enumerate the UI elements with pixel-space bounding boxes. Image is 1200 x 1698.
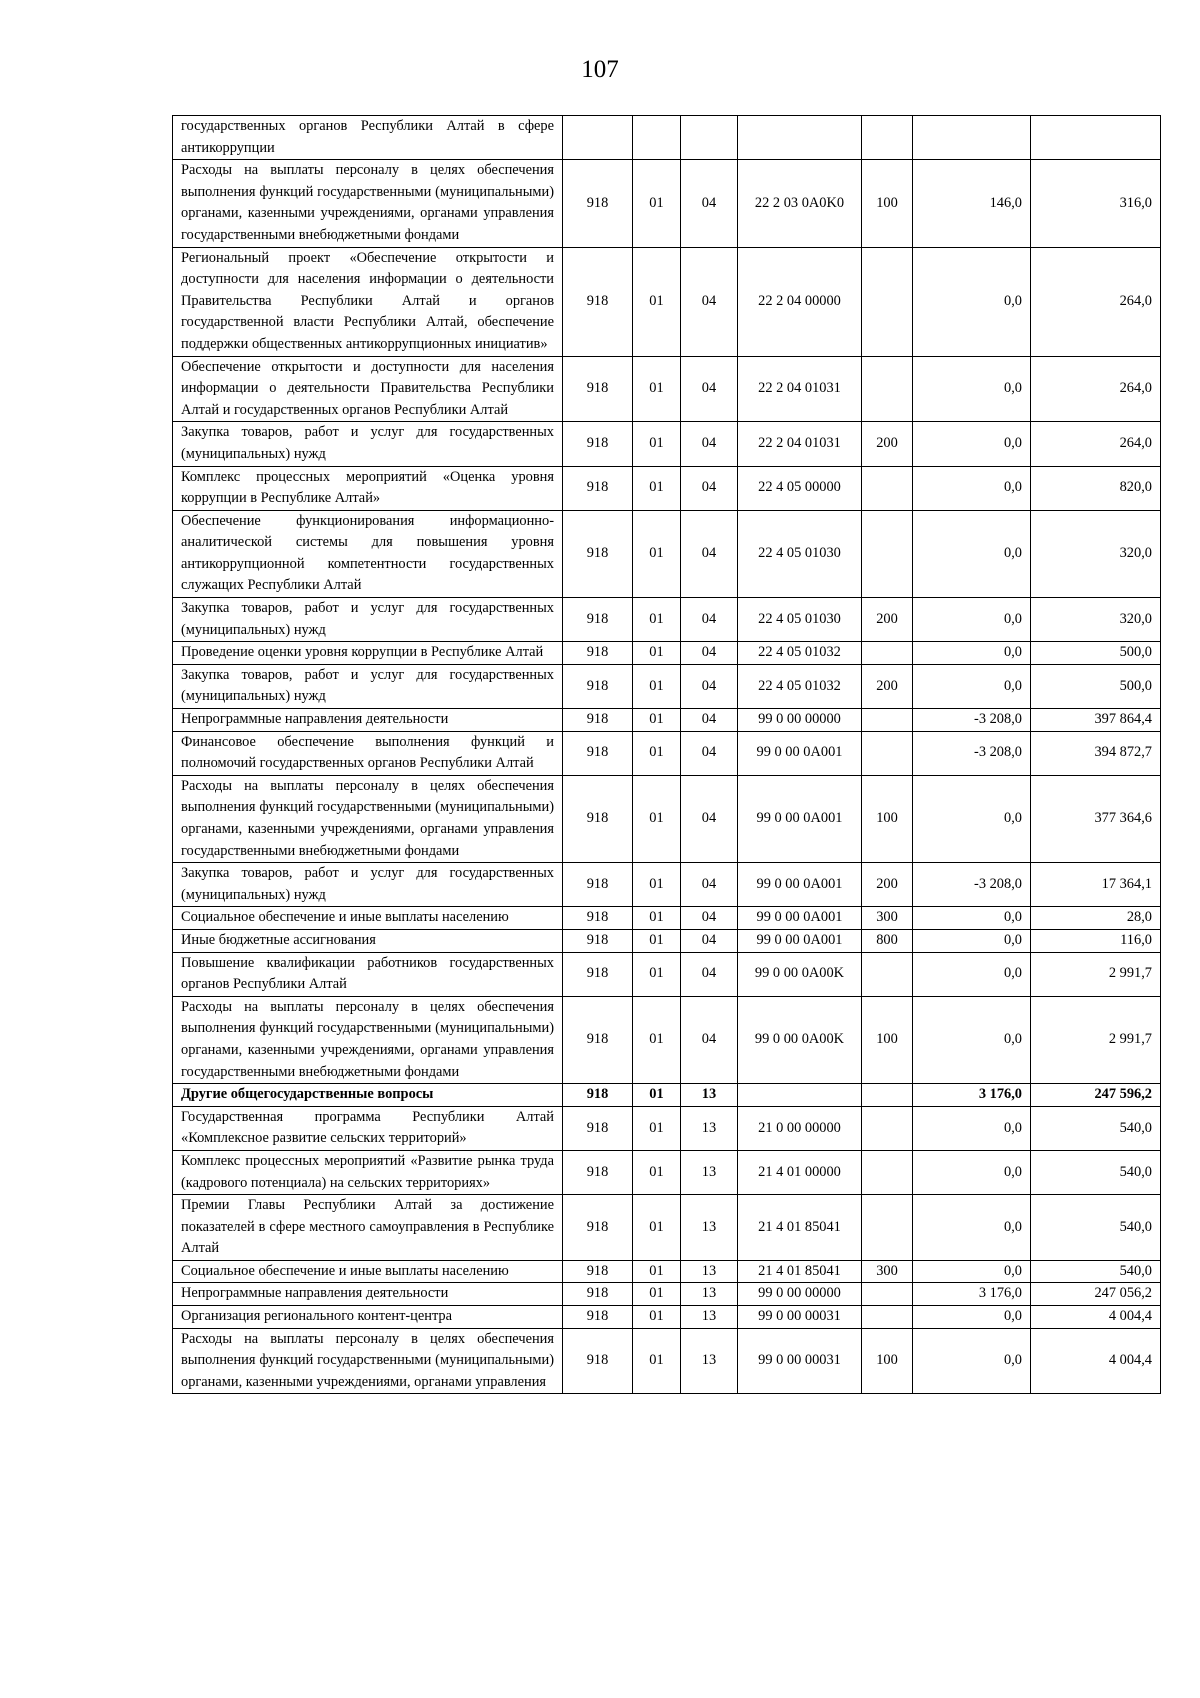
row-amount-change-cell: 0,0 (913, 466, 1031, 510)
row-name-cell: Государственная программа Республики Алтай «Комплексное развитие сельских территорий» (173, 1106, 563, 1150)
row-ministry-code-cell: 918 (563, 422, 633, 466)
row-target-article-cell (738, 1084, 862, 1107)
row-section-code-cell: 01 (633, 709, 681, 732)
row-expense-type-cell (862, 731, 913, 775)
row-name-cell: Непрограммные направления деятельности (173, 1283, 563, 1306)
row-target-article-cell: 22 2 04 01031 (738, 422, 862, 466)
row-subsection-code-cell: 04 (681, 907, 738, 930)
table-row (173, 709, 1161, 732)
row-section-code-cell: 01 (633, 1260, 681, 1283)
row-amount-total-cell: 397 864,4 (1031, 709, 1161, 732)
row-name-cell: Расходы на выплаты персоналу в целях обеспечения выполнения функций государственными (муниципальными) органами, казенными учреждениями, органами управления государственными внебюджетными фондами (173, 775, 563, 862)
row-amount-change-cell: 0,0 (913, 247, 1031, 356)
row-section-code-cell: 01 (633, 642, 681, 665)
row-expense-type-cell (862, 1306, 913, 1329)
row-ministry-code-cell: 918 (563, 929, 633, 952)
row-amount-total-cell: 540,0 (1031, 1195, 1161, 1261)
row-ministry-code-cell: 918 (563, 664, 633, 708)
row-amount-total-cell: 17 364,1 (1031, 863, 1161, 907)
row-section-code-cell: 01 (633, 731, 681, 775)
row-subsection-code-cell: 04 (681, 510, 738, 597)
row-name-cell: Закупка товаров, работ и услуг для государственных (муниципальных) нужд (173, 863, 563, 907)
row-subsection-code-cell: 04 (681, 664, 738, 708)
table-row (173, 775, 1161, 862)
row-amount-total-cell: 540,0 (1031, 1150, 1161, 1194)
row-target-article-cell: 99 0 00 00031 (738, 1328, 862, 1394)
row-amount-change-cell: 0,0 (913, 1150, 1031, 1194)
table-row (173, 510, 1161, 597)
row-expense-type-cell (862, 709, 913, 732)
table-row (173, 1106, 1161, 1150)
row-target-article-cell: 22 4 05 01032 (738, 642, 862, 665)
row-ministry-code-cell: 918 (563, 863, 633, 907)
row-subsection-code-cell: 13 (681, 1306, 738, 1329)
row-subsection-code-cell: 13 (681, 1106, 738, 1150)
row-amount-total-cell: 4 004,4 (1031, 1328, 1161, 1394)
row-target-article-cell: 21 4 01 85041 (738, 1195, 862, 1261)
row-expense-type-cell: 100 (862, 1328, 913, 1394)
row-target-article-cell: 21 4 01 85041 (738, 1260, 862, 1283)
row-amount-change-cell: 0,0 (913, 775, 1031, 862)
row-amount-total-cell: 264,0 (1031, 247, 1161, 356)
row-name-cell: Социальное обеспечение и иные выплаты населению (173, 907, 563, 930)
row-name-cell: Организация регионального контент-центра (173, 1306, 563, 1329)
row-ministry-code-cell: 918 (563, 1106, 633, 1150)
row-amount-total-cell: 264,0 (1031, 356, 1161, 422)
row-subsection-code-cell: 04 (681, 160, 738, 247)
row-section-code-cell: 01 (633, 1195, 681, 1261)
row-target-article-cell: 99 0 00 0A001 (738, 929, 862, 952)
row-amount-change-cell: 0,0 (913, 907, 1031, 930)
row-target-article-cell: 99 0 00 0A001 (738, 731, 862, 775)
row-ministry-code-cell: 918 (563, 1084, 633, 1107)
table-row (173, 1306, 1161, 1329)
table-row (173, 356, 1161, 422)
row-subsection-code-cell: 04 (681, 775, 738, 862)
row-expense-type-cell: 200 (862, 863, 913, 907)
row-target-article-cell: 21 4 01 00000 (738, 1150, 862, 1194)
row-target-article-cell: 22 2 04 01031 (738, 356, 862, 422)
row-amount-change-cell: 0,0 (913, 642, 1031, 665)
row-amount-total-cell: 4 004,4 (1031, 1306, 1161, 1329)
row-section-code-cell: 01 (633, 422, 681, 466)
row-section-code-cell (633, 116, 681, 160)
row-ministry-code-cell: 918 (563, 775, 633, 862)
table-row (173, 1195, 1161, 1261)
row-target-article-cell: 22 2 03 0A0K0 (738, 160, 862, 247)
row-amount-total-cell: 2 991,7 (1031, 996, 1161, 1083)
row-amount-change-cell: 0,0 (913, 1328, 1031, 1394)
table-row (173, 1084, 1161, 1107)
row-section-code-cell: 01 (633, 466, 681, 510)
table-row (173, 422, 1161, 466)
row-subsection-code-cell: 04 (681, 598, 738, 642)
row-amount-total-cell (1031, 116, 1161, 160)
row-section-code-cell: 01 (633, 1328, 681, 1394)
row-amount-change-cell: 0,0 (913, 1106, 1031, 1150)
table-row (173, 996, 1161, 1083)
row-subsection-code-cell: 04 (681, 642, 738, 665)
row-target-article-cell: 99 0 00 0A001 (738, 907, 862, 930)
row-expense-type-cell: 800 (862, 929, 913, 952)
row-amount-total-cell: 2 991,7 (1031, 952, 1161, 996)
row-amount-total-cell: 820,0 (1031, 466, 1161, 510)
table-row (173, 907, 1161, 930)
row-name-cell: Проведение оценки уровня коррупции в Республике Алтай (173, 642, 563, 665)
row-section-code-cell: 01 (633, 598, 681, 642)
row-target-article-cell: 22 4 05 01032 (738, 664, 862, 708)
row-ministry-code-cell: 918 (563, 1150, 633, 1194)
row-ministry-code-cell: 918 (563, 1260, 633, 1283)
page-number: 107 (581, 56, 619, 83)
row-subsection-code-cell: 13 (681, 1084, 738, 1107)
row-amount-change-cell: -3 208,0 (913, 709, 1031, 732)
row-target-article-cell: 22 2 04 00000 (738, 247, 862, 356)
row-name-cell: Региональный проект «Обеспечение открытости и доступности для населения информации о деятельности Правительства Республики Алтай и органов государственной власти Республики Алтай, обеспечение поддержки общественных антикоррупционных инициатив» (173, 247, 563, 356)
row-ministry-code-cell (563, 116, 633, 160)
row-ministry-code-cell: 918 (563, 466, 633, 510)
row-target-article-cell: 99 0 00 00000 (738, 709, 862, 732)
row-amount-change-cell: 0,0 (913, 996, 1031, 1083)
row-ministry-code-cell: 918 (563, 247, 633, 356)
row-ministry-code-cell: 918 (563, 356, 633, 422)
row-name-cell: Комплекс процессных мероприятий «Развитие рынка труда (кадрового потенциала) на сельских территориях» (173, 1150, 563, 1194)
row-target-article-cell: 22 4 05 00000 (738, 466, 862, 510)
row-expense-type-cell (862, 1084, 913, 1107)
table-row (173, 1328, 1161, 1394)
row-name-cell: государственных органов Республики Алтай в сфере антикоррупции (173, 116, 563, 160)
row-section-code-cell: 01 (633, 775, 681, 862)
row-subsection-code-cell: 13 (681, 1195, 738, 1261)
row-subsection-code-cell (681, 116, 738, 160)
row-section-code-cell: 01 (633, 996, 681, 1083)
row-target-article-cell: 21 0 00 00000 (738, 1106, 862, 1150)
row-amount-change-cell: 0,0 (913, 664, 1031, 708)
row-ministry-code-cell: 918 (563, 510, 633, 597)
row-expense-type-cell (862, 466, 913, 510)
row-amount-total-cell: 320,0 (1031, 598, 1161, 642)
table-row (173, 731, 1161, 775)
row-name-cell: Другие общегосударственные вопросы (173, 1084, 563, 1107)
row-subsection-code-cell: 04 (681, 247, 738, 356)
row-section-code-cell: 01 (633, 1150, 681, 1194)
row-ministry-code-cell: 918 (563, 907, 633, 930)
row-ministry-code-cell: 918 (563, 731, 633, 775)
row-target-article-cell: 99 0 00 0A001 (738, 775, 862, 862)
row-section-code-cell: 01 (633, 1306, 681, 1329)
row-name-cell: Финансовое обеспечение выполнения функций и полномочий государственных органов Республики Алтай (173, 731, 563, 775)
row-expense-type-cell (862, 116, 913, 160)
row-ministry-code-cell: 918 (563, 598, 633, 642)
row-subsection-code-cell: 04 (681, 466, 738, 510)
table-row (173, 952, 1161, 996)
row-expense-type-cell: 100 (862, 160, 913, 247)
row-amount-change-cell: 146,0 (913, 160, 1031, 247)
row-subsection-code-cell: 04 (681, 422, 738, 466)
row-subsection-code-cell: 04 (681, 356, 738, 422)
row-amount-change-cell (913, 116, 1031, 160)
row-subsection-code-cell: 04 (681, 929, 738, 952)
table-body (173, 116, 1161, 1394)
row-amount-total-cell: 28,0 (1031, 907, 1161, 930)
row-expense-type-cell: 200 (862, 598, 913, 642)
row-amount-change-cell: 0,0 (913, 598, 1031, 642)
row-amount-change-cell: 0,0 (913, 1195, 1031, 1261)
row-ministry-code-cell: 918 (563, 1283, 633, 1306)
row-section-code-cell: 01 (633, 1084, 681, 1107)
row-target-article-cell: 99 0 00 00000 (738, 1283, 862, 1306)
row-name-cell: Непрограммные направления деятельности (173, 709, 563, 732)
table-row (173, 929, 1161, 952)
row-name-cell: Социальное обеспечение и иные выплаты населению (173, 1260, 563, 1283)
row-expense-type-cell (862, 1150, 913, 1194)
row-name-cell: Закупка товаров, работ и услуг для государственных (муниципальных) нужд (173, 664, 563, 708)
row-name-cell: Расходы на выплаты персоналу в целях обеспечения выполнения функций государственными (муниципальными) органами, казенными учреждениями, органами управления государственными внебюджетными фондами (173, 160, 563, 247)
row-expense-type-cell: 300 (862, 1260, 913, 1283)
row-name-cell: Закупка товаров, работ и услуг для государственных (муниципальных) нужд (173, 598, 563, 642)
row-subsection-code-cell: 13 (681, 1283, 738, 1306)
row-amount-change-cell: 0,0 (913, 510, 1031, 597)
row-name-cell: Комплекс процессных мероприятий «Оценка уровня коррупции в Республике Алтай» (173, 466, 563, 510)
row-amount-change-cell: -3 208,0 (913, 731, 1031, 775)
row-subsection-code-cell: 04 (681, 863, 738, 907)
row-expense-type-cell (862, 1195, 913, 1261)
row-amount-total-cell: 500,0 (1031, 664, 1161, 708)
row-name-cell: Повышение квалификации работников государственных органов Республики Алтай (173, 952, 563, 996)
row-section-code-cell: 01 (633, 356, 681, 422)
row-expense-type-cell (862, 247, 913, 356)
row-amount-change-cell: 3 176,0 (913, 1084, 1031, 1107)
table-row (173, 863, 1161, 907)
row-target-article-cell: 99 0 00 0A00K (738, 952, 862, 996)
row-section-code-cell: 01 (633, 510, 681, 597)
table-row (173, 247, 1161, 356)
row-amount-total-cell: 500,0 (1031, 642, 1161, 665)
row-amount-total-cell: 247 596,2 (1031, 1084, 1161, 1107)
row-section-code-cell: 01 (633, 952, 681, 996)
row-name-cell: Премии Главы Республики Алтай за достижение показателей в сфере местного самоуправления в Республике Алтай (173, 1195, 563, 1261)
row-name-cell: Расходы на выплаты персоналу в целях обеспечения выполнения функций государственными (муниципальными) органами, казенными учреждениями, органами управления (173, 1328, 563, 1394)
row-amount-change-cell: 0,0 (913, 929, 1031, 952)
row-amount-total-cell: 264,0 (1031, 422, 1161, 466)
row-section-code-cell: 01 (633, 247, 681, 356)
row-amount-change-cell: 3 176,0 (913, 1283, 1031, 1306)
row-name-cell: Закупка товаров, работ и услуг для государственных (муниципальных) нужд (173, 422, 563, 466)
row-target-article-cell: 99 0 00 0A00K (738, 996, 862, 1083)
row-expense-type-cell: 200 (862, 664, 913, 708)
row-amount-change-cell: 0,0 (913, 356, 1031, 422)
row-expense-type-cell (862, 356, 913, 422)
table-row (173, 664, 1161, 708)
row-ministry-code-cell: 918 (563, 996, 633, 1083)
row-subsection-code-cell: 13 (681, 1328, 738, 1394)
row-amount-change-cell: 0,0 (913, 1260, 1031, 1283)
row-expense-type-cell (862, 1283, 913, 1306)
row-expense-type-cell (862, 510, 913, 597)
row-name-cell: Иные бюджетные ассигнования (173, 929, 563, 952)
table-row (173, 642, 1161, 665)
row-subsection-code-cell: 13 (681, 1150, 738, 1194)
table-row (173, 160, 1161, 247)
table-row (173, 598, 1161, 642)
row-target-article-cell (738, 116, 862, 160)
row-section-code-cell: 01 (633, 1283, 681, 1306)
row-amount-change-cell: 0,0 (913, 1306, 1031, 1329)
row-section-code-cell: 01 (633, 907, 681, 930)
row-amount-change-cell: -3 208,0 (913, 863, 1031, 907)
row-section-code-cell: 01 (633, 1106, 681, 1150)
row-target-article-cell: 22 4 05 01030 (738, 598, 862, 642)
row-amount-total-cell: 377 364,6 (1031, 775, 1161, 862)
table-row (173, 116, 1161, 160)
row-target-article-cell: 99 0 00 00031 (738, 1306, 862, 1329)
budget-table (172, 115, 1161, 1394)
row-ministry-code-cell: 918 (563, 160, 633, 247)
row-subsection-code-cell: 04 (681, 952, 738, 996)
row-subsection-code-cell: 13 (681, 1260, 738, 1283)
table-row (173, 1260, 1161, 1283)
row-ministry-code-cell: 918 (563, 1328, 633, 1394)
row-expense-type-cell: 100 (862, 996, 913, 1083)
table-row (173, 1283, 1161, 1306)
row-subsection-code-cell: 04 (681, 996, 738, 1083)
row-expense-type-cell: 200 (862, 422, 913, 466)
row-target-article-cell: 22 4 05 01030 (738, 510, 862, 597)
table-row (173, 1150, 1161, 1194)
row-amount-change-cell: 0,0 (913, 952, 1031, 996)
row-amount-total-cell: 116,0 (1031, 929, 1161, 952)
row-ministry-code-cell: 918 (563, 1306, 633, 1329)
row-ministry-code-cell: 918 (563, 642, 633, 665)
row-amount-total-cell: 320,0 (1031, 510, 1161, 597)
row-amount-change-cell: 0,0 (913, 422, 1031, 466)
row-expense-type-cell: 100 (862, 775, 913, 862)
row-section-code-cell: 01 (633, 664, 681, 708)
row-section-code-cell: 01 (633, 929, 681, 952)
row-ministry-code-cell: 918 (563, 709, 633, 732)
row-amount-total-cell: 394 872,7 (1031, 731, 1161, 775)
row-section-code-cell: 01 (633, 160, 681, 247)
row-amount-total-cell: 540,0 (1031, 1260, 1161, 1283)
row-expense-type-cell (862, 1106, 913, 1150)
row-amount-total-cell: 247 056,2 (1031, 1283, 1161, 1306)
row-expense-type-cell (862, 952, 913, 996)
row-expense-type-cell: 300 (862, 907, 913, 930)
row-ministry-code-cell: 918 (563, 952, 633, 996)
row-target-article-cell: 99 0 00 0A001 (738, 863, 862, 907)
row-name-cell: Расходы на выплаты персоналу в целях обеспечения выполнения функций государственными (муниципальными) органами, казенными учреждениями, органами управления государственными внебюджетными фондами (173, 996, 563, 1083)
row-section-code-cell: 01 (633, 863, 681, 907)
row-subsection-code-cell: 04 (681, 731, 738, 775)
row-amount-total-cell: 540,0 (1031, 1106, 1161, 1150)
row-name-cell: Обеспечение функционирования информационно-аналитической системы для повышения уровня антикоррупционной компетентности государственных служащих Республики Алтай (173, 510, 563, 597)
row-subsection-code-cell: 04 (681, 709, 738, 732)
row-amount-total-cell: 316,0 (1031, 160, 1161, 247)
table-row (173, 466, 1161, 510)
row-expense-type-cell (862, 642, 913, 665)
row-name-cell: Обеспечение открытости и доступности для населения информации о деятельности Правительства Республики Алтай и государственных органов Республики Алтай (173, 356, 563, 422)
row-ministry-code-cell: 918 (563, 1195, 633, 1261)
